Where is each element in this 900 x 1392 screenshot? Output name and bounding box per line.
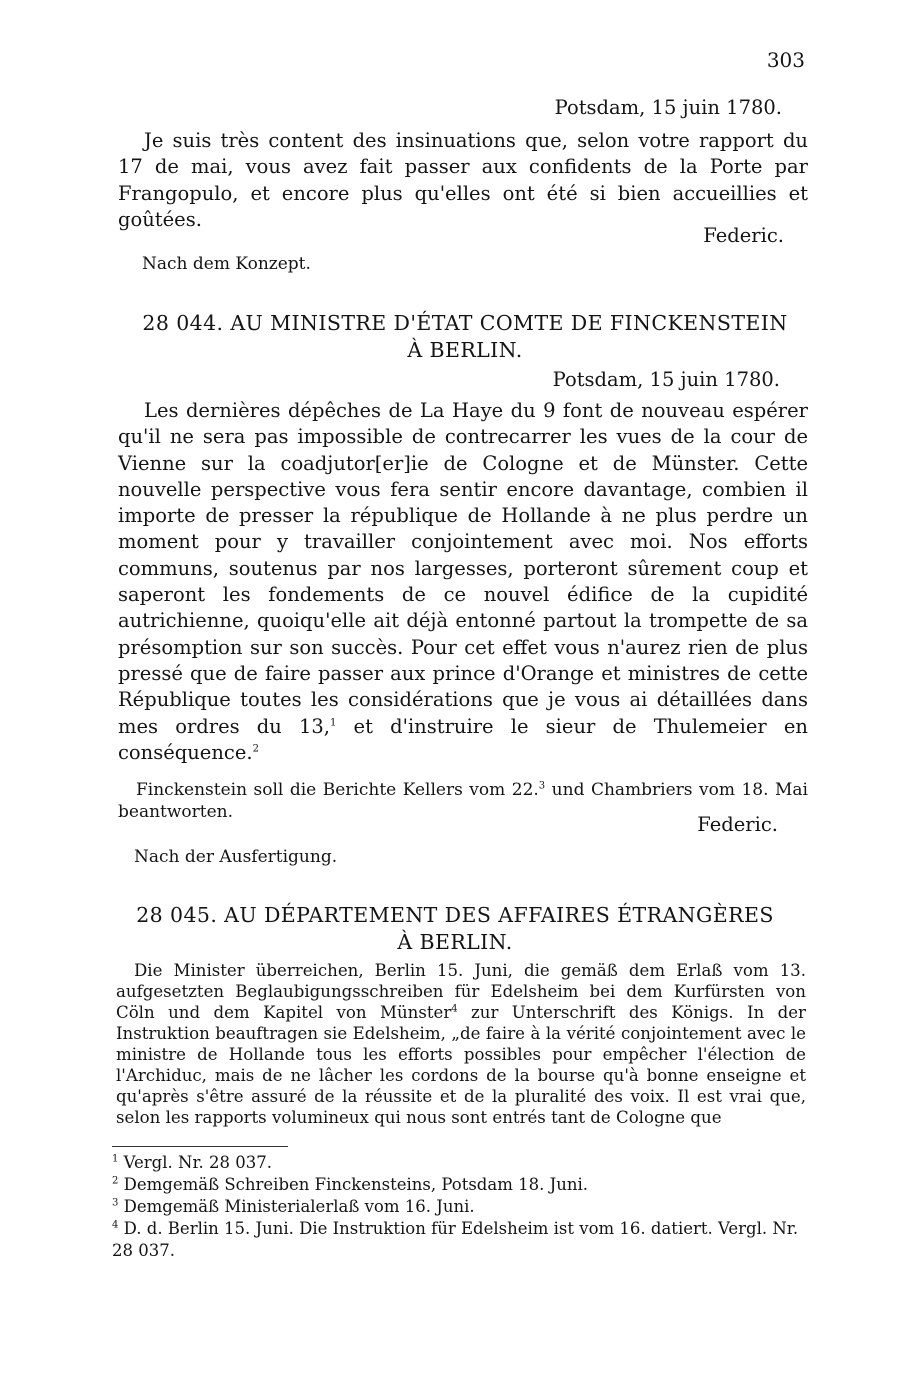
footnote-ref: 3 bbox=[538, 780, 546, 792]
footnote-text: Demgemäß Schreiben Finckensteins, Potsdam 18. Juni. bbox=[123, 1175, 588, 1194]
dateline: Potsdam, 15 juin 1780. bbox=[552, 368, 780, 391]
source-note: Nach der Ausfertigung. bbox=[134, 847, 338, 867]
body-text: Les dernières dépêches de La Haye du 9 font de nouveau espérer qu'il ne sera pas impossible de contrecarrer les vues de la cour de Vienne sur la coadjutor[er]ie de Cologne et de Münster. Cette nouvelle perspective vous fera sentir encore davantage, combien il importe de presser la république de Hollande à ne plus perdre un moment pour y travailler conjointement avec moi. Nos efforts communs, soutenus par nos largesses, porteront sûrement coup et saperont les fondements de ce nouvel édifice de la cupidité autrichienne, quoiqu'elle ait déjà entonné partout la trompette de sa présomption sur son succès. Pour cet effet vous n'aurez rien de plus pressé que de faire passer aux prince d'Orange et ministres de cette République toutes les considérations que je vous ai détaillées dans mes ordres du 13, bbox=[118, 399, 808, 738]
footnote-mark: 3 bbox=[112, 1197, 119, 1209]
footnote bbox=[112, 1174, 812, 1196]
footnote-ref: 2 bbox=[252, 743, 259, 755]
summary-text bbox=[116, 960, 806, 1128]
signature: Federic. bbox=[703, 224, 784, 247]
letter-heading bbox=[140, 310, 790, 364]
heading-line: À BERLIN. bbox=[397, 930, 513, 954]
footnote-rule bbox=[112, 1146, 288, 1147]
page-number: 303 bbox=[766, 48, 805, 72]
footnote bbox=[112, 1218, 812, 1262]
footnote bbox=[112, 1152, 812, 1174]
heading-line: 28 045. AU DÉPARTEMENT DES AFFAIRES ÉTRANGÈRES bbox=[136, 903, 774, 927]
footnote-ref: 1 bbox=[330, 717, 337, 729]
footnote-mark: 1 bbox=[112, 1153, 119, 1165]
footnote-mark: 4 bbox=[112, 1219, 119, 1231]
letter-body: Je suis très content des insinuations que, selon votre rapport du 17 de mai, vous avez fait passer aux confidents de la Porte par Frangopulo, et encore plus qu'elles ont été si bien accueillies et goûtées. bbox=[118, 129, 808, 231]
heading-line: À BERLIN. bbox=[407, 338, 523, 362]
letter-heading bbox=[130, 902, 780, 956]
summary-part: Die Minister überreichen, Berlin 15. Juni, die gemäß dem Erlaß vom 13. aufgesetzten Beglaubigungsschreiben für Edelsheim bei dem Kurfürsten von Cöln und dem Kapitel von Münster bbox=[116, 961, 806, 1022]
source-note: Nach dem Konzept. bbox=[142, 254, 311, 274]
footnote-mark: 2 bbox=[112, 1175, 119, 1187]
footnote-text: D. d. Berlin 15. Juni. Die Instruktion für Edelsheim ist vom 16. datiert. Vergl. Nr. 28 037. bbox=[112, 1219, 799, 1260]
signature: Federic. bbox=[697, 813, 778, 836]
footnote-text: Vergl. Nr. 28 037. bbox=[123, 1153, 272, 1172]
note-text: und Chambriers vom 18. Mai beantworten. bbox=[118, 780, 808, 822]
note-text: Finckenstein soll die Berichte Kellers vom 22. bbox=[136, 780, 539, 800]
footnotes bbox=[112, 1152, 812, 1262]
footnote-text: Demgemäß Ministerialerlaß vom 16. Juni. bbox=[123, 1197, 475, 1216]
footnote-ref: 4 bbox=[451, 1003, 458, 1015]
letter-body bbox=[118, 398, 808, 766]
body-text: et d'instruire le sieur de Thulemeier en conséquence. bbox=[118, 714, 808, 764]
footnote bbox=[112, 1196, 812, 1218]
summary-part: zur Unterschrift des Königs. In der Instruktion beauftragen sie Edelsheim, „de faire à la vérité conjointement avec le ministre de Hollande tous les efforts possibles pour empêcher l'élection de l'Archiduc, mais de ne lâcher les cordons de la bourse qu'à bonne enseigne et qu'après s'être assuré de la réussite et de la pluralité des voix. Il est vrai que, selon les rapports volumineux qui nous sont entrés tant de Cologne que bbox=[116, 1003, 806, 1127]
heading-line: 28 044. AU MINISTRE D'ÉTAT COMTE DE FINCKENSTEIN bbox=[142, 311, 788, 335]
dateline: Potsdam, 15 juin 1780. bbox=[554, 96, 782, 119]
